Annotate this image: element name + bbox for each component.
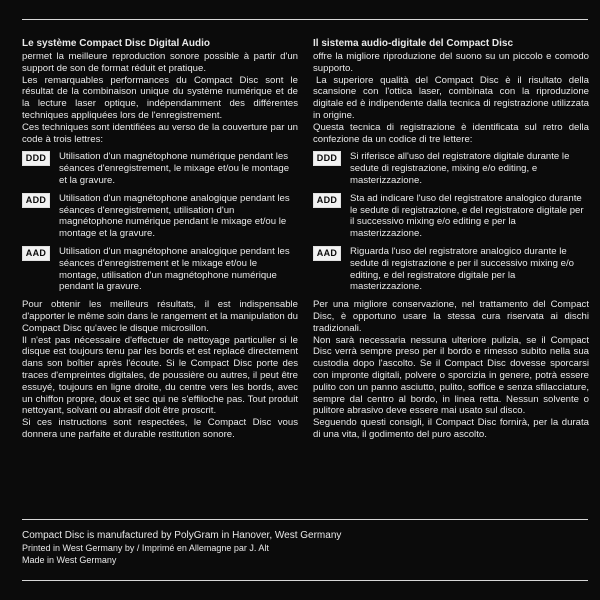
top-divider — [22, 19, 588, 20]
code-badge: AAD — [313, 246, 341, 261]
code-description: Riguarda l'uso del registratore analogico durante le sedute di registrazione e per il successivo mixing e/o editing, e del registratore digitale per la masterizzazione. — [350, 245, 574, 293]
french-care-3: Si ces instructions sont respectées, le Compact Disc vous donnera une parfaite et durable restitution sonore. — [22, 417, 298, 440]
origin-note: Made in West Germany — [22, 555, 117, 565]
code-description: Utilisation d'un magnétophone analogique pendant les séances d'enregistrement, utilisation d'un magnétophone numérique pendant le mixage et/ou le montage et la gravure. — [59, 192, 290, 240]
italian-heading: Il sistema audio-digitale del Compact Disc — [313, 38, 514, 49]
french-intro-2: Les remarquables performances du Compact Disc sont le résultat de la combinaison unique du système numérique et de la lecture laser optique, indépendamment des différentes techniques appliquées lors de l'enregistrement. — [22, 74, 298, 121]
italian-code-add — [313, 193, 589, 240]
italian-intro-2: La superiore qualità del Compact Disc è il risultato della scansione con l'ottica laser, combinata con la riproduzione digitale ed è indipendente dalla tecnica di registrazione utilizzata in origine. — [313, 74, 589, 121]
code-badge: ADD — [313, 193, 341, 208]
french-care-2: Il n'est pas nécessaire d'effectuer de nettoyage particulier si le disque est toujours tenu par les bords et est replacé directement dans son boîtier après l'écoute. Si le Compact Disc porte des traces d'empreintes digitales, de poussière ou autres, il peut être essuyé, toujours en ligne droite, du centre vers les bords, avec un chiffon propre, doux et sec qui ne s'effiloche pas. Tout produit nettoyant, solvant ou abrasif doit être proscrit. — [22, 334, 298, 417]
manufacturer-note: Compact Disc is manufactured by PolyGram in Hanover, West Germany — [22, 530, 342, 541]
code-badge: DDD — [22, 151, 50, 166]
french-code-ddd — [22, 151, 298, 186]
italian-intro-3: Questa tecnica di registrazione è identificata sul retro della confezione da un codice di tre lettere: — [313, 121, 589, 145]
code-badge: AAD — [22, 246, 50, 261]
french-column — [22, 38, 298, 441]
code-description: Utilisation d'un magnétophone analogique pendant les séances d'enregistrement et le mixage et/ou le montage, utilisation d'un magnétophone numérique pendant la gravure. — [59, 245, 290, 293]
italian-care-1: Per una migliore conservazione, nel trattamento del Compact Disc, è opportuno usare la stessa cura riservata ai dischi tradizionali. — [313, 299, 589, 334]
italian-code-aad — [313, 246, 589, 293]
code-description: Si riferisce all'uso del registratore digitale durante le sedute di registrazione, mixing e/o editing, e masterizzazione. — [350, 151, 570, 186]
code-description: Utilisation d'un magnétophone numérique pendant les séances d'enregistrement, le mixage et/ou le montage et la gravure. — [59, 151, 290, 186]
code-badge: ADD — [22, 193, 50, 208]
french-code-add — [22, 193, 298, 240]
code-badge: DDD — [313, 151, 341, 166]
italian-care-3: Seguendo questi consigli, il Compact Disc fornirà, per la durata di una vita, il godimento del puro ascolto. — [313, 417, 589, 440]
italian-intro-1: offre la migliore riproduzione del suono su un piccolo e comodo supporto. — [313, 51, 589, 74]
bottom-divider — [22, 580, 588, 581]
printer-note: Printed in West Germany by / Imprimé en Allemagne par J. Alt — [22, 543, 269, 553]
french-intro-1: permet la meilleure reproduction sonore possible à partir d'un support de son de format réduit et pratique. — [22, 51, 298, 74]
italian-column — [313, 38, 589, 441]
italian-code-ddd — [313, 151, 589, 186]
french-heading: Le système Compact Disc Digital Audio — [22, 38, 211, 49]
footer — [22, 530, 341, 566]
code-description: Sta ad indicare l'uso del registratore analogico durante le sedute di registrazione, e del registratore digitale per il successivo mixing e/o editing e per la masterizzazione. — [350, 192, 584, 240]
french-intro-3: Ces techniques sont identifiées au verso de la couverture par un code à trois lettres: — [22, 121, 298, 145]
footer-divider — [22, 519, 588, 520]
italian-care-2: Non sarà necessaria nessuna ulteriore pulizia, se il Compact Disc verrà sempre preso per il bordo e rimesso subito nella sua custodia dopo l'ascolto. Se il Compact Disc dovesse sporcarsi con impronte digitali, polvere o sporcizia in genere, potrà essere pulito con un panno asciutto, pulito, soffice e senza sfilacciature, sempre dal centro al bordo, in linea retta. Nessun solvente o pulitore abrasivo deve essere mai usato sul disco. — [313, 334, 589, 417]
french-code-aad — [22, 246, 298, 293]
french-care-1: Pour obtenir les meilleurs résultats, il est indispensable d'apporter le même soin dans le rangement et la manipulation du Compact Disc qu'avec le disque microsillon. — [22, 299, 298, 334]
